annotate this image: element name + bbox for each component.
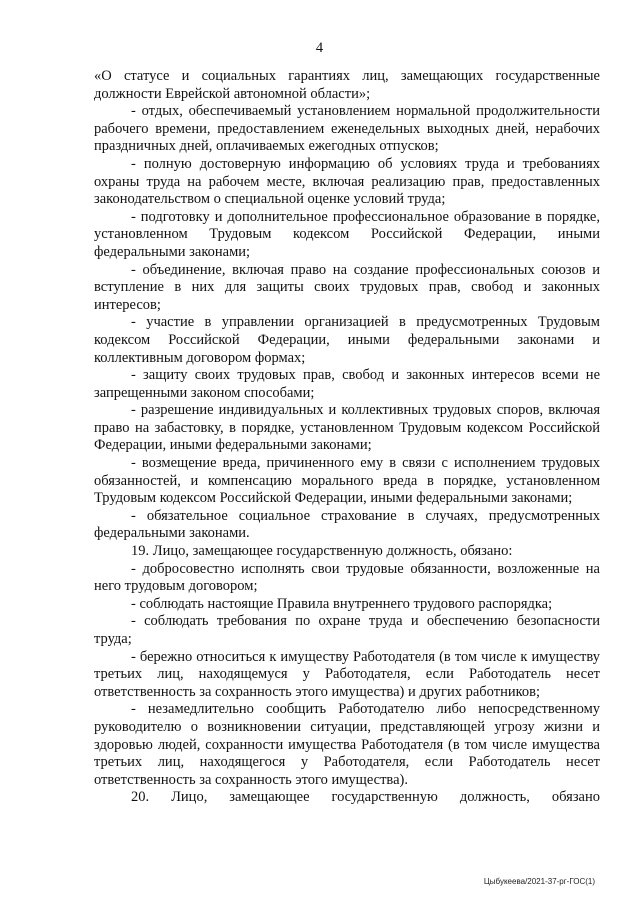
paragraph: - бережно относиться к имуществу Работодателя (в том числе к имуществу третьих лиц, находящемуся у Работодателя, если Работодатель несет ответственность за сохранность этого имущества) и других работников; (94, 648, 600, 700)
paragraph: - обязательное социальное страхование в случаях, предусмотренных федеральными законами. (94, 507, 600, 542)
paragraph: - объединение, включая право на создание профессиональных союзов и вступление в них для защиты своих трудовых прав, свобод и законных интересов; (94, 261, 600, 313)
paragraph: - разрешение индивидуальных и коллективных трудовых споров, включая право на забастовку, в порядке, установленном Трудовым кодексом Российской Федерации, иными федеральными законами; (94, 402, 600, 454)
document-body (94, 68, 600, 807)
page-number: 4 (315, 40, 324, 56)
paragraph: 19. Лицо, замещающее государственную должность, обязано: (131, 543, 513, 560)
paragraph: - соблюдать настоящие Правила внутреннего трудового распорядка; (131, 595, 553, 612)
paragraph: - возмещение вреда, причиненного ему в связи с исполнением трудовых обязанностей, и компенсацию морального вреда в порядке, установленном Трудовым кодексом Российской Федерации, иными федеральными законами; (94, 455, 600, 507)
paragraph: - защиту своих трудовых прав, свобод и законных интересов всеми не запрещенными законом способами; (94, 367, 600, 401)
paragraph: - участие в управлении организацией в предусмотренных Трудовым кодексом Российской Федерации, иными федеральными законами и коллективным договором формах; (94, 314, 600, 366)
paragraph: - соблюдать требования по охране труда и обеспечению безопасности труда; (94, 613, 600, 647)
paragraph: 20. Лицо, замещающее государственную должность, обязано (131, 789, 600, 806)
paragraph: - подготовку и дополнительное профессиональное образование в порядке, установленном Трудовым кодексом Российской Федерации, иными федеральными законами; (94, 208, 600, 260)
document-footer-code: Цыбукеева/2021-37-рг-ГОС(1) (483, 877, 595, 886)
paragraph: - незамедлительно сообщить Работодателю либо непосредственному руководителю о возникновении ситуации, представляющей угрозу жизни и здоровью людей, сохранности имущества Работодателя (в том числе имущества третьих лиц, находящегося у Работодателя, если Работодатель несет ответственность за сохранность этого имущества). (94, 701, 600, 788)
paragraph: - отдых, обеспечиваемый установлением нормальной продолжительности рабочего времени, предоставлением еженедельных выходных дней, нерабочих праздничных дней, оплачиваемых ежегодных отпусков; (94, 103, 600, 155)
paragraph: - добросовестно исполнять свои трудовые обязанности, возложенные на него трудовым договором; (94, 560, 600, 595)
paragraph: «О статусе и социальных гарантиях лиц, замещающих государственные должности Еврейской автономной области»; (94, 68, 600, 102)
paragraph: - полную достоверную информацию об условиях труда и требованиях охраны труда на рабочем месте, включая реализацию прав, предоставленных законодательством о специальной оценке условий труда; (94, 155, 600, 208)
